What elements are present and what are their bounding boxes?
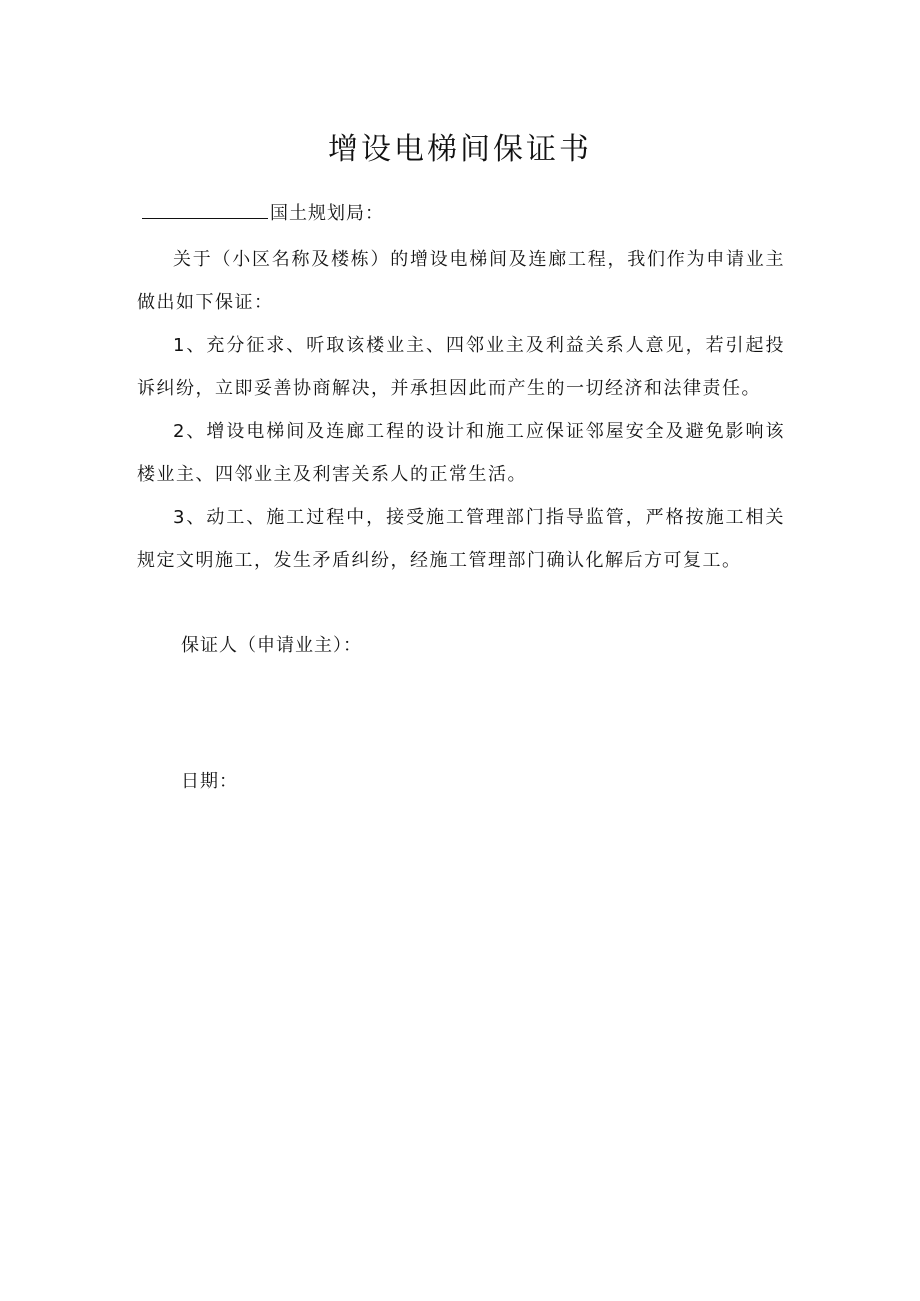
document-title: 增设电梯间保证书: [328, 132, 592, 167]
guarantee-item-2: 2、增设电梯间及连廊工程的设计和施工应保证邻屋安全及避免影响该楼业主、四邻业主及利害关系人的正常生活。: [137, 421, 785, 485]
addressee-label: 国土规划局：: [270, 203, 384, 224]
addressee-line: [142, 200, 384, 228]
guarantor-label: 保证人（申请业主）：: [181, 635, 362, 656]
date-label: 日期：: [181, 771, 238, 792]
guarantee-item-3: 3、动工、施工过程中，接受施工管理部门指导监管，严格按施工相关规定文明施工，发生矛盾纠纷，经施工管理部门确认化解后方可复工。: [137, 507, 785, 571]
intro-paragraph: 关于（小区名称及楼栋）的增设电梯间及连廊工程，我们作为申请业主做出如下保证：: [137, 249, 785, 313]
addressee-blank: [142, 200, 268, 219]
document-body: [137, 238, 785, 582]
guarantee-item-1: 1、充分征求、听取该楼业主、四邻业主及利益关系人意见，若引起投诉纠纷，立即妥善协商解决，并承担因此而产生的一切经济和法律责任。: [137, 335, 785, 399]
